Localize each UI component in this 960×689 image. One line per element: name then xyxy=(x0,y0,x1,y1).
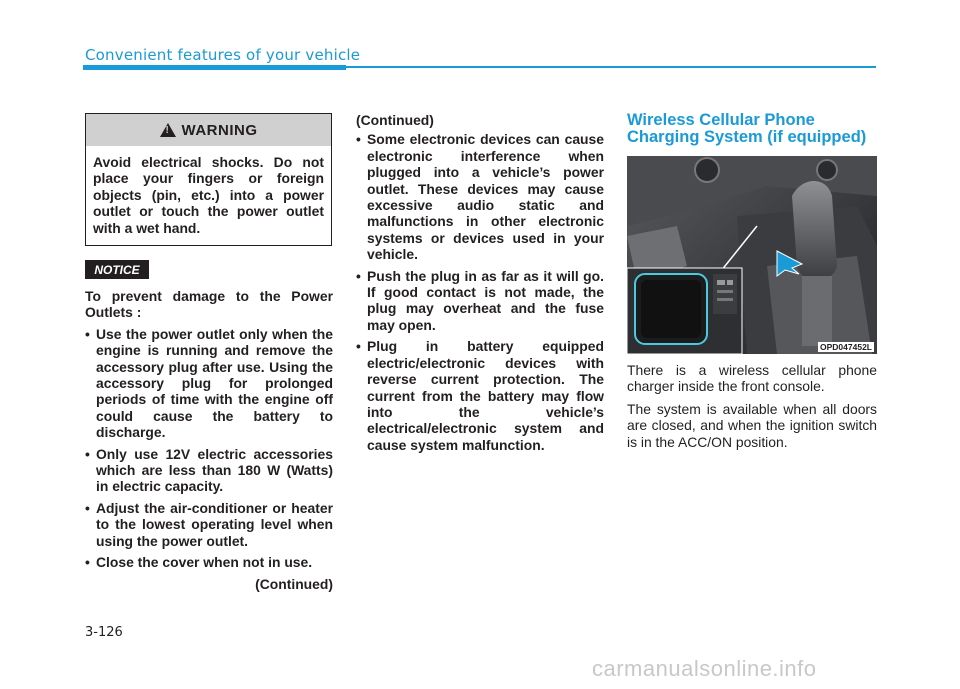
warning-box xyxy=(85,113,332,246)
image-caption: OPD047452L xyxy=(820,342,872,352)
list-item: • Push the plug in as far as it will go. If good contact is not made, the plug may overheat and the fuse may open. xyxy=(356,267,604,333)
chapter-title: Convenient features of your vehicle xyxy=(85,46,361,64)
warning-triangle-icon xyxy=(160,123,176,137)
warning-text: Avoid electrical shocks. Do not place your fingers or foreign objects (pin, etc.) into a power outlet or touch the power outlet with a wet hand. xyxy=(93,154,324,236)
paragraph: The system is available when all doors are closed, and when the ignition switch is in the ACC/ON position. xyxy=(627,400,877,450)
list-item: • Adjust the air-conditioner or heater to the lowest operating level when using the power outlet. xyxy=(85,499,333,549)
notice-list xyxy=(85,326,333,571)
list-item: • Some electronic devices can cause electronic interference when plugged into a vehicle’s power outlet. These devices may cause excessive audio static and malfunctions in other electronic systems or devices used in your vehicle. xyxy=(356,131,604,263)
console-illustration xyxy=(627,156,877,354)
notice-intro: To prevent damage to the Power Outlets : xyxy=(85,288,333,321)
continued-column xyxy=(356,112,604,458)
page-number: 3-126 xyxy=(85,625,123,640)
notice-column xyxy=(85,288,333,592)
continued-list xyxy=(356,131,604,453)
list-item: • Plug in battery equipped electric/electronic devices with reverse current protection. The current from the battery may flow into the vehicle’s electrical/electronic system and cause system malfunction. xyxy=(356,338,604,453)
watermark: carmanualsonline.info xyxy=(592,656,817,681)
notice-badge: NOTICE xyxy=(85,260,149,279)
list-item: • Only use 12V electric accessories which are less than 180 W (Watts) in electric capacity. xyxy=(85,445,333,495)
list-item: • Close the cover when not in use. xyxy=(85,554,313,571)
warning-header xyxy=(86,114,331,146)
console-photo xyxy=(627,156,877,354)
header-rule-accent xyxy=(83,65,346,70)
section-title: Wireless Cellular Phone Charging System (if equipped) xyxy=(627,111,867,146)
list-item: • Use the power outlet only when the engine is running and remove the accessory plug after use. Using the accessory plug for prolonged periods of time with the engine off could cause the battery to discharge. xyxy=(85,325,333,441)
continued-label: (Continued) xyxy=(255,575,333,592)
paragraph: There is a wireless cellular phone charger inside the front console. xyxy=(627,362,877,395)
warning-title: WARNING xyxy=(181,121,258,139)
header-rule xyxy=(346,66,876,68)
continued-heading: (Continued) xyxy=(356,112,434,128)
section-body xyxy=(627,362,877,456)
